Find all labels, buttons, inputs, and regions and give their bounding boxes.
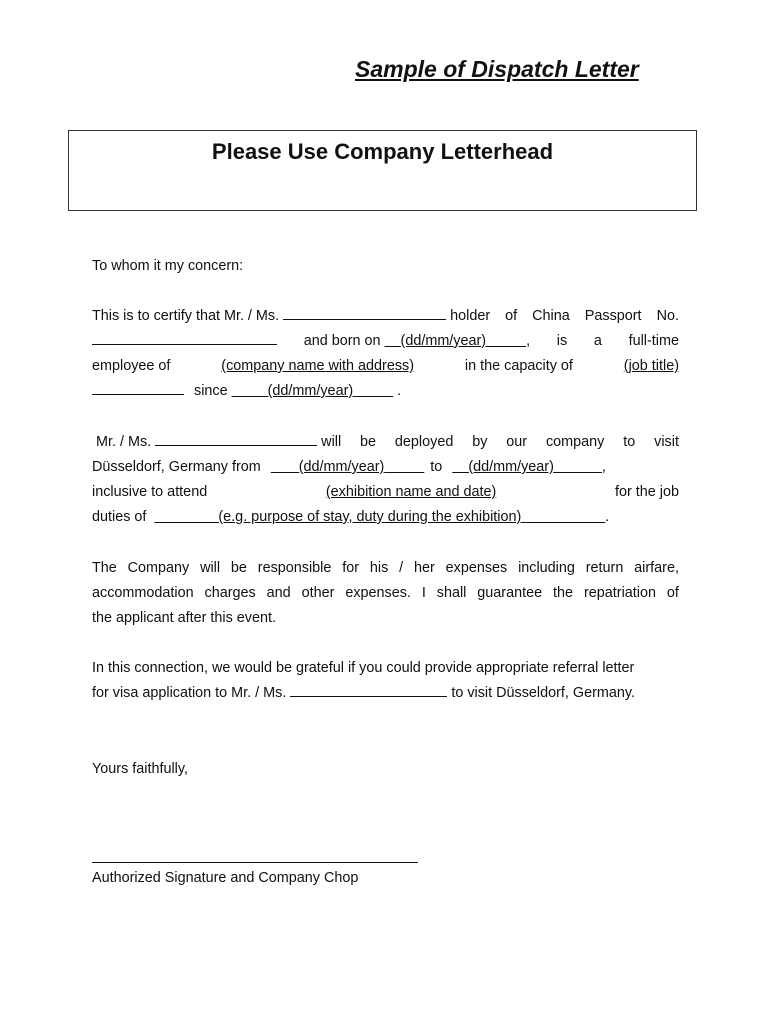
passport-no-blank <box>92 331 277 345</box>
paragraph-1-line-1: This is to certify that Mr. / Ms. holder of China Passport No. <box>92 308 679 324</box>
paragraph-4-line-1: In this connection, we would be grateful if you could provide appropriate referral letter <box>92 660 635 676</box>
paragraph-3-line-1: The Company will be responsible for his / her expenses including return airfare, <box>92 560 679 576</box>
paragraph-2-line-2: Düsseldorf, Germany from (dd/mm/year) to (dd/mm/year) , <box>92 459 606 475</box>
paragraph-3-line-2: accommodation charges and other expenses. I shall guarantee the repatriation of <box>92 585 679 601</box>
closing: Yours faithfully, <box>92 761 188 777</box>
letterhead-box <box>68 130 697 211</box>
paragraph-3-line-3: the applicant after this event. <box>92 610 276 626</box>
paragraph-2-line-1: Mr. / Ms. will be deployed by our company to visit <box>96 434 679 450</box>
paragraph-1-line-2: and born on (dd/mm/year) , is a full-time <box>92 331 679 351</box>
birth-date-field: (dd/mm/year) <box>400 333 487 349</box>
letterhead-placeholder: Please Use Company Letterhead <box>211 139 554 164</box>
paragraph-1-line-3: employee of (company name with address) in the capacity of (job title) <box>92 358 679 374</box>
name-blank <box>283 306 446 320</box>
paragraph-4-line-2: for visa application to Mr. / Ms. to visit Düsseldorf, Germany. <box>92 685 636 701</box>
job-title-field: (job title) <box>623 358 679 374</box>
name-blank <box>290 683 447 697</box>
document-title: Sample of Dispatch Letter <box>355 56 639 82</box>
name-blank <box>155 432 317 446</box>
signature-line <box>92 862 418 863</box>
salutation: To whom it my concern: <box>92 258 244 274</box>
job-title-blank <box>92 381 184 395</box>
from-date-field: (dd/mm/year) <box>298 459 385 475</box>
paragraph-1-line-4: since (dd/mm/year) . <box>92 381 679 401</box>
to-date-field: (dd/mm/year) <box>468 459 554 475</box>
paragraph-2-line-3: inclusive to attend (exhibition name and date) for the job <box>92 484 679 500</box>
exhibition-field: (exhibition name and date) <box>325 484 497 500</box>
paragraph-2-line-4: duties of (e.g. purpose of stay, duty during the exhibition) . <box>92 509 610 525</box>
since-date-field: (dd/mm/year) <box>267 383 354 399</box>
signature-label: Authorized Signature and Company Chop <box>92 870 359 886</box>
duties-field: (e.g. purpose of stay, duty during the exhibition) <box>218 509 522 525</box>
company-field: (company name with address) <box>221 358 415 374</box>
